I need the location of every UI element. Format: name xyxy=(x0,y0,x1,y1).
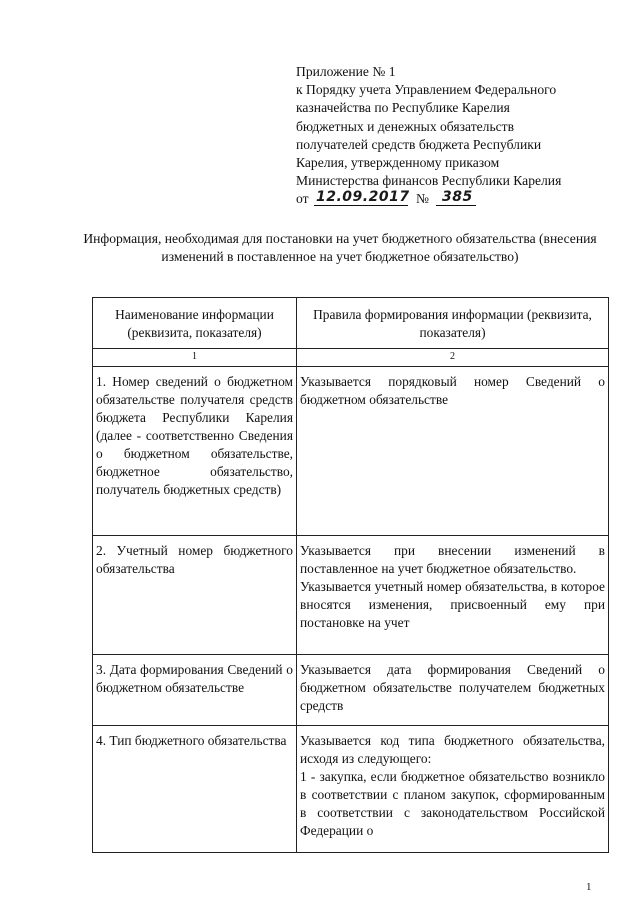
row-rule-cell xyxy=(297,726,609,853)
row-name-cell: 1. Номер сведений о бюджетном обязательстве получателя средств бюджета Республики Карелия (далее - соответственно Сведения о бюджетном обязательстве, бюджетное обязательство, получатель бюджетных средств) xyxy=(93,367,297,536)
handwritten-number: 385 xyxy=(442,189,473,206)
appendix-line: Приложение № 1 xyxy=(296,64,396,79)
rule-paragraph: 1 - закупка, если бюджетное обязательство возникло в соответствии с планом закупок, сформированным в соответствии с законодательством Российской Федерации о xyxy=(300,769,605,838)
appendix-line: казначейства по Республике Карелия xyxy=(296,100,510,116)
header-name-column: Наименование информации (реквизита, показателя) xyxy=(93,298,297,349)
table-row xyxy=(93,536,609,655)
table-row xyxy=(93,367,609,536)
rule-paragraph: Указывается код типа бюджетного обязательства, исходя из следующего: xyxy=(300,733,605,766)
document-title: Информация, необходимая для постановки на учет бюджетного обязательства (внесения изменений в поставленное на учет бюджетное обязательство) xyxy=(83,231,597,264)
table-row xyxy=(93,655,609,726)
column-number: 2 xyxy=(297,349,609,367)
column-number-row xyxy=(93,349,609,367)
rule-paragraph: Указывается учетный номер обязательства, в которое вносятся изменения, присвоенный ему при постановке на учет xyxy=(300,579,605,630)
ot-label: от xyxy=(296,191,309,207)
row-rule-cell xyxy=(297,655,609,726)
order-date-number-row xyxy=(296,190,612,208)
row-rule-cell xyxy=(297,367,609,536)
rule-paragraph: Указывается при внесении изменений в поставленное на учет бюджетное обязательство. xyxy=(300,543,605,576)
appendix-line: получателей средств бюджета Республики xyxy=(296,136,542,152)
row-rule-cell xyxy=(297,536,609,655)
appendix-line: к Порядку учета Управлением Федерального xyxy=(296,82,557,98)
information-table xyxy=(92,297,609,853)
table-row xyxy=(93,726,609,853)
column-number: 1 xyxy=(93,349,297,367)
number-label: № xyxy=(416,191,429,207)
table-header-row xyxy=(93,298,609,349)
rule-paragraph: Указывается порядковый номер Сведений о бюджетном обязательстве xyxy=(300,374,605,407)
row-name-cell: 2. Учетный номер бюджетного обязательства xyxy=(93,536,297,655)
row-name-cell: 4. Тип бюджетного обязательства xyxy=(93,726,297,853)
appendix-block xyxy=(296,63,612,209)
header-rules-column: Правила формирования информации (реквизита, показателя) xyxy=(297,298,609,349)
rule-paragraph: Указывается дата формирования Сведений о бюджетном обязательстве получателем бюджетных средств xyxy=(300,662,605,713)
handwritten-date: 12.09.2017 xyxy=(316,189,410,206)
page-number: 1 xyxy=(586,881,592,893)
appendix-line: Министерства финансов Республики Карелия xyxy=(296,173,562,189)
appendix-line: бюджетных и денежных обязательств xyxy=(296,118,515,134)
appendix-line: Карелия, утвержденному приказом xyxy=(296,155,500,171)
row-name-cell: 3. Дата формирования Сведений о бюджетном обязательстве xyxy=(93,655,297,726)
